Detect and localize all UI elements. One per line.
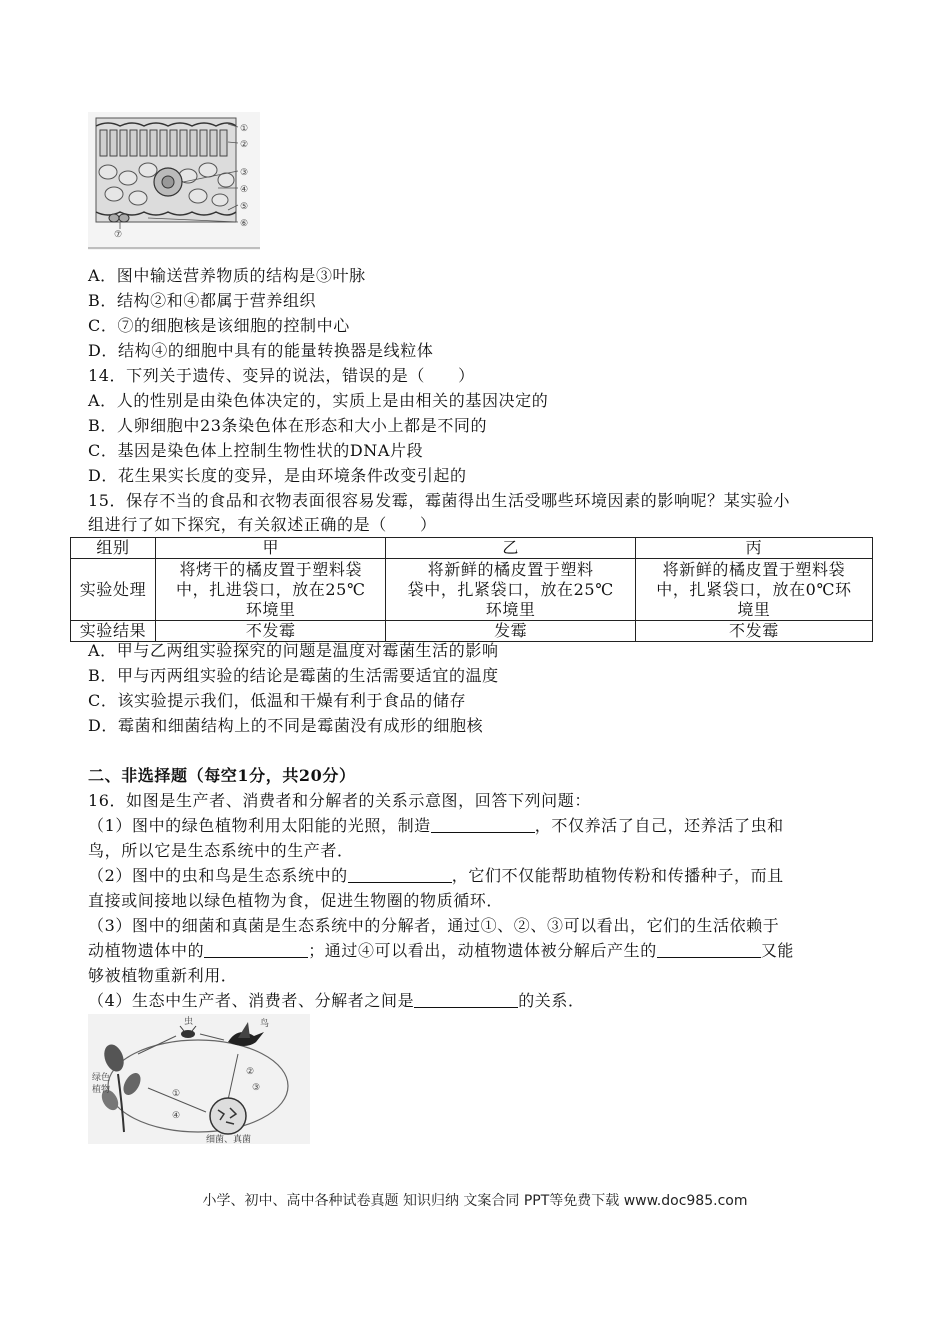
q16-p3-text-a: （3）图中的细菌和真菌是生态系统中的分解者，通过①、②、③可以看出，它们的生活依赖于 xyxy=(88,916,780,935)
q13-option-a: A．图中输送营养物质的结构是③叶脉 xyxy=(88,266,366,285)
diagram-number-4: ④ xyxy=(172,1111,181,1121)
q16-p3-text-c: ；通过④可以看出，动植物遗体被分解后产生的 xyxy=(308,941,657,960)
q15-option-b: B．甲与丙两组实验的结论是霉菌的生活需要适宜的温度 xyxy=(88,666,499,685)
plant-label-line1: 绿色 xyxy=(92,1073,111,1083)
leaf-cross-section-figure xyxy=(88,112,260,250)
figure1-label-6: ⑥ xyxy=(240,219,249,229)
q14-option-d: D．花生果实长度的变异，是由环境条件改变引起的 xyxy=(88,466,467,485)
q16-p1-text-c: 鸟，所以它是生态系统中的生产者． xyxy=(88,841,354,860)
q14-option-a: A．人的性别是由染色体决定的，实质上是由相关的基因决定的 xyxy=(88,391,549,410)
result-label: 实验结果 xyxy=(71,621,156,642)
diagram-number-3: ③ xyxy=(252,1083,261,1093)
result-jia: 不发霉 xyxy=(156,621,386,642)
q15-stem-line1: 15．保存不当的食品和衣物表面很容易发霉，霉菌得出生活受哪些环境因素的影响呢？某实验小 xyxy=(88,491,791,510)
result-yi: 发霉 xyxy=(386,621,635,642)
q14-option-c: C．基因是染色体上控制生物性状的DNA片段 xyxy=(88,441,424,460)
treatment-bing-line2: 中，扎紧袋口，放在0℃环 xyxy=(656,579,852,599)
q16-p4-text-a: （4）生态中生产者、消费者、分解者之间是 xyxy=(88,991,415,1010)
q14-option-b: B．人卵细胞中23条染色体在形态和大小上都是不同的 xyxy=(88,416,488,435)
answer-blank-4[interactable] xyxy=(657,941,761,958)
diagram-number-1: ① xyxy=(172,1089,181,1099)
plant-label-line2: 植物 xyxy=(92,1085,111,1095)
decomposer-label: 细菌、真菌 xyxy=(206,1135,252,1144)
treatment-bing-line3: 境里 xyxy=(737,599,771,619)
diagram-number-2: ② xyxy=(246,1067,255,1077)
q15-option-a: A．甲与乙两组实验探究的问题是温度对霉菌生活的影响 xyxy=(88,641,499,660)
treatment-bing-line1: 将新鲜的橘皮置于塑料袋 xyxy=(662,559,846,579)
insect-label: 虫 xyxy=(184,1017,194,1027)
experiment-table xyxy=(70,537,873,642)
table-row-result xyxy=(71,621,873,642)
q15-stem-line2: 组进行了如下探究，有关叙述正确的是（ ） xyxy=(88,515,437,534)
decomposer-circle xyxy=(210,1098,246,1134)
treatment-yi-line3: 环境里 xyxy=(485,599,536,619)
q16-stem: 16．如图是生产者、消费者和分解者的关系示意图，回答下列问题： xyxy=(88,791,591,810)
q16-p3-text-b: 动植物遗体中的 xyxy=(88,941,205,960)
q15-option-c: C．该实验提示我们，低温和干燥有利于食品的储存 xyxy=(88,691,467,710)
treatment-label: 实验处理 xyxy=(71,559,156,621)
header-bing: 丙 xyxy=(635,538,872,559)
q16-p3-text-e: 够被植物重新利用． xyxy=(88,966,238,985)
treatment-jia-line3: 环境里 xyxy=(245,599,296,619)
bird-label: 鸟 xyxy=(260,1019,270,1029)
q16-p2-text-c: 直接或间接地以绿色植物为食，促进生物圈的物质循环． xyxy=(88,891,504,910)
table-header-row xyxy=(71,538,873,559)
q16-part2-line1 xyxy=(88,865,784,887)
q16-p2-text-a: （2）图中的虫和鸟是生态系统中的 xyxy=(88,866,348,885)
answer-blank-1[interactable] xyxy=(431,816,535,833)
answer-blank-3[interactable] xyxy=(204,941,308,958)
treatment-yi-line2: 袋中，扎紧袋口，放在25℃ xyxy=(407,579,614,599)
header-yi: 乙 xyxy=(386,538,635,559)
figure1-label-3: ③ xyxy=(240,168,249,178)
result-bing: 不发霉 xyxy=(635,621,872,642)
treatment-jia-line2: 中，扎进袋口，放在25℃ xyxy=(176,579,366,599)
treatment-jia xyxy=(156,559,386,621)
figure1-label-2: ② xyxy=(240,140,249,150)
q16-part4-line1 xyxy=(88,990,585,1012)
q16-p1-text-b: ，不仅养活了自己，还养活了虫和 xyxy=(534,816,784,835)
q16-p4-text-b: 的关系． xyxy=(518,991,585,1010)
treatment-yi-line1: 将新鲜的橘皮置于塑料 xyxy=(427,559,594,579)
section2-title: 二、非选择题（每空1分，共20分） xyxy=(88,766,356,785)
page-footer: 小学、初中、高中各种试卷真题 知识归纳 文案合同 PPT等免费下载 www.doc985.com xyxy=(202,1193,748,1209)
q16-p3-text-d: 又能 xyxy=(760,941,795,960)
figure1-label-4: ④ xyxy=(240,185,249,195)
ecosystem-diagram xyxy=(88,1014,310,1144)
table-row-treatment xyxy=(71,559,873,621)
q16-p1-text-a: （1）图中的绿色植物利用太阳能的光照，制造 xyxy=(88,816,431,835)
q13-option-b: B．结构②和④都属于营养组织 xyxy=(88,291,317,310)
q16-p2-text-b: ，它们不仅能帮助植物传粉和传播种子，而且 xyxy=(451,866,784,885)
figure1-label-7: ⑦ xyxy=(114,230,123,240)
q16-part3-line2 xyxy=(88,940,794,962)
treatment-yi xyxy=(386,559,635,621)
treatment-bing xyxy=(635,559,872,621)
answer-blank-5[interactable] xyxy=(414,991,518,1008)
header-group: 组别 xyxy=(71,538,156,559)
q14-stem: 14．下列关于遗传、变异的说法，错误的是（ ） xyxy=(88,366,475,385)
q13-option-c: C．⑦的细胞核是该细胞的控制中心 xyxy=(88,316,350,335)
q16-part1-line1 xyxy=(88,815,784,837)
q15-option-d: D．霉菌和细菌结构上的不同是霉菌没有成形的细胞核 xyxy=(88,716,484,735)
answer-blank-2[interactable] xyxy=(348,866,452,883)
treatment-jia-line1: 将烤干的橘皮置于塑料袋 xyxy=(179,559,363,579)
q13-option-d: D．结构④的细胞中具有的能量转换器是线粒体 xyxy=(88,341,434,360)
header-jia: 甲 xyxy=(156,538,386,559)
figure1-label-5: ⑤ xyxy=(240,202,249,212)
figure1-label-1: ① xyxy=(240,124,249,134)
